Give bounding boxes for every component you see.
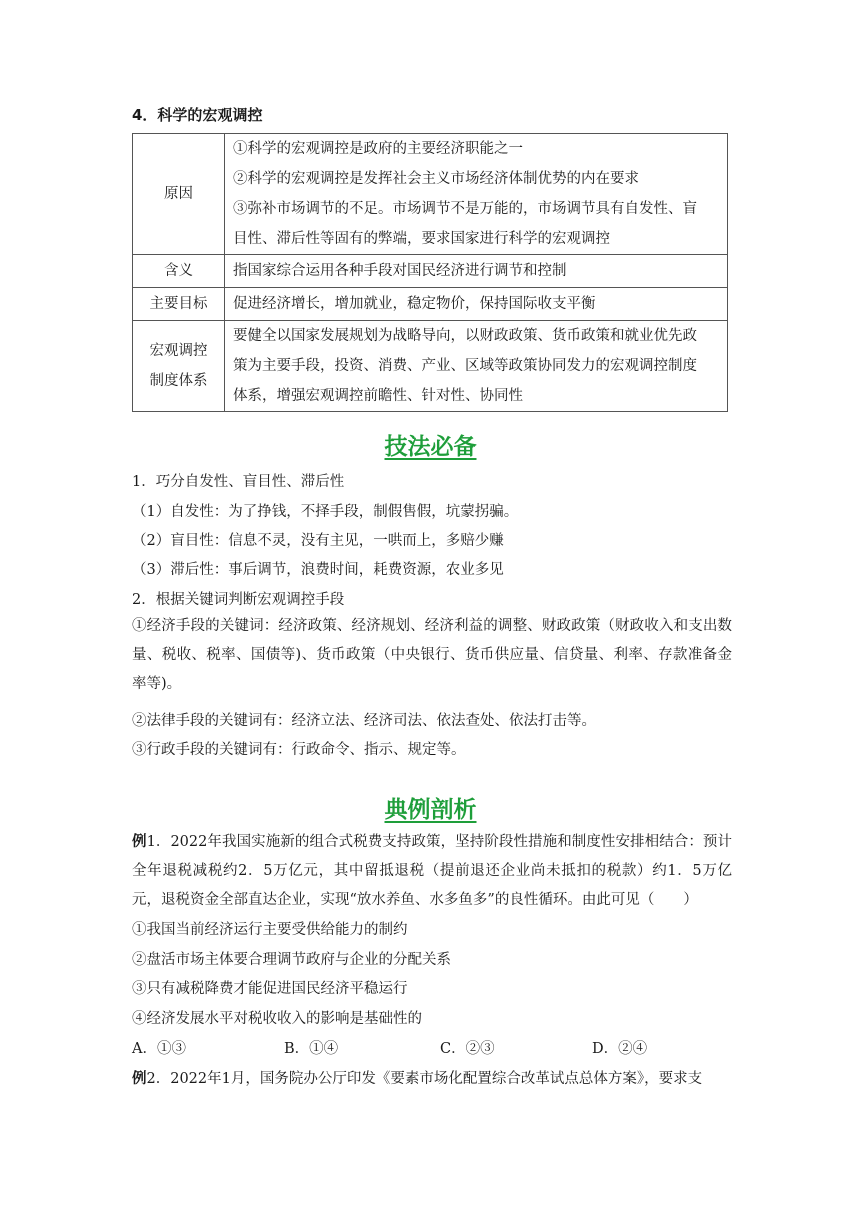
example-label: 例 (132, 1070, 147, 1087)
table-cell-line: ②科学的宏观调控是发挥社会主义市场经济体制优势的内在要求 (233, 171, 639, 187)
skills-item-line: ②法律手段的关键词有：经济立法、经济司法、依法查处、依法打击等。 (132, 713, 596, 729)
example-statement: ②盘活市场主体要合理调节政府与企业的分配关系 (132, 952, 451, 968)
option-a: A．①③ (132, 1041, 186, 1057)
table-cell-line: 促进经济增长，增加就业，稳定物价，保持国际收支平衡 (233, 296, 596, 312)
example-statement: ④经济发展水平对税收收入的影响是基础性的 (132, 1011, 422, 1027)
answer-options (132, 1037, 732, 1059)
skills-item-title: 1．巧分自发性、盲目性、滞后性 (132, 474, 345, 490)
skills-item-line: （2）盲目性：信息不灵，没有主见，一哄而上，多赔少赚 (132, 533, 504, 549)
table-row-label (133, 321, 225, 412)
table-row-label: 含义 (133, 255, 225, 288)
skills-paragraph: ①经济手段的关键词：经济政策、经济规划、经济利益的调整、财政政策（财政收入和支出数量、税收、税率、国债等)、货币政策（中央银行、货币供应量、信贷量、利率、存款准备金率等)。 (132, 618, 732, 692)
example-text: 2．2022年1月，国务院办公厅印发《要素市场化配置综合改革试点总体方案》，要求支 (146, 1071, 703, 1087)
option-d: D．②④ (592, 1041, 648, 1057)
table-row (133, 255, 728, 288)
macro-control-table (132, 133, 728, 412)
table-row-content (225, 321, 728, 412)
example-statement: ③只有减税降费才能促进国民经济平稳运行 (132, 981, 408, 997)
skills-item-line: （3）滞后性：事后调节，浪费时间，耗费资源，农业多见 (132, 562, 504, 578)
example-label: 例 (132, 833, 147, 850)
table-row (133, 134, 728, 255)
example-statement: ①我国当前经济运行主要受供给能力的制约 (132, 922, 408, 938)
table-row-content (225, 288, 728, 321)
table-row-content (225, 255, 728, 288)
table-cell-line: 指国家综合运用各种手段对国民经济进行调节和控制 (233, 263, 567, 279)
skills-item-line: （1）自发性：为了挣钱，不择手段，制假售假，坑蒙拐骗。 (132, 504, 519, 520)
example-question (132, 1067, 732, 1088)
table-cell-line: 体系，增强宏观调控前瞻性、针对性、协同性 (233, 388, 523, 404)
table-cell-line: 策为主要手段，投资、消费、产业、区域等政策协同发力的宏观调控制度 (233, 358, 697, 374)
table-row (133, 321, 728, 412)
skills-item-line: ③行政手段的关键词有：行政命令、指示、规定等。 (132, 742, 466, 758)
section-title: 4．科学的宏观调控 (132, 106, 263, 124)
heading-skills (0, 428, 861, 461)
table-label-line: 宏观调控 (149, 343, 208, 359)
table-row-content (225, 134, 728, 255)
table-cell-line: ③弥补市场调节的不足。市场调节不是万能的，市场调节具有自发性、盲 (233, 201, 697, 217)
option-b: B．①④ (284, 1041, 339, 1057)
table-label-line: 制度体系 (149, 373, 208, 389)
heading-examples-text: 典例剖析 (384, 797, 477, 823)
table-cell-line: 目性、滞后性等固有的弊端，要求国家进行科学的宏观调控 (233, 231, 610, 247)
example-question (132, 827, 732, 915)
table-cell-line: 要健全以国家发展规划为战略导向，以财政政策、货币政策和就业优先政 (233, 328, 697, 344)
heading-skills-text: 技法必备 (384, 434, 477, 460)
table-cell-line: ①科学的宏观调控是政府的主要经济职能之一 (233, 141, 523, 157)
option-c: C．②③ (440, 1041, 495, 1057)
table-row (133, 288, 728, 321)
skills-item-title: 2．根据关键词判断宏观调控手段 (132, 592, 345, 608)
table-row-label: 原因 (133, 134, 225, 255)
heading-examples (0, 791, 861, 824)
table-row-label: 主要目标 (133, 288, 225, 321)
example-text: 1．2022年我国实施新的组合式税费支持政策，坚持阶段性措施和制度性安排相结合：预计全年退税减税约2．5万亿元，其中留抵退税（提前退还企业尚未抵扣的税款）约1．5万亿元，退税资金全部直达企业，实现“放水养鱼、水多鱼多”的良性循环。由此可见（ ） (132, 834, 733, 908)
